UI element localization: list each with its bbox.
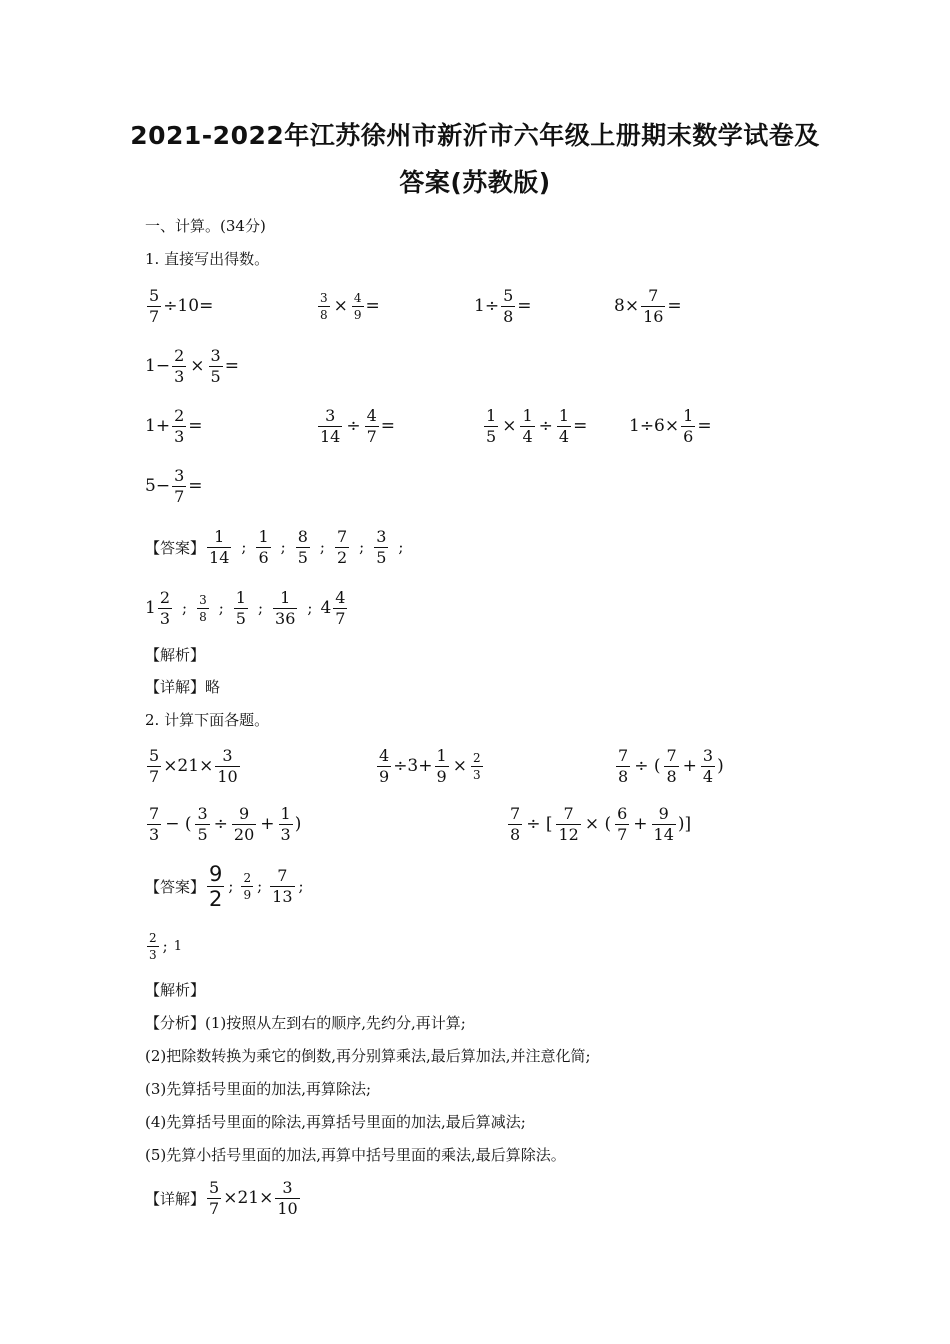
numerator: 6: [617, 803, 628, 823]
fraction: [215, 747, 239, 786]
math-text: )]: [677, 814, 692, 834]
fraction: [207, 1179, 221, 1218]
text-span: (1)按照从左到右的顺序,先约分,再计算;: [205, 1014, 466, 1032]
fraction: [296, 528, 310, 567]
numerator: 7: [563, 803, 574, 823]
math-text: ): [294, 814, 302, 834]
q2-expr-2: [375, 740, 485, 792]
numerator: 7: [510, 803, 521, 823]
math-text: ×: [190, 356, 205, 376]
final-detail: [145, 1172, 302, 1224]
answer-label: 【答案】: [145, 538, 206, 557]
numerator: 1: [436, 745, 447, 765]
denominator: 14: [209, 547, 230, 567]
math-text: =: [380, 416, 396, 436]
fraction: [147, 931, 159, 962]
math-text: =: [188, 416, 203, 436]
analysis-step-4: (4)先算括号里面的除法,再算括号里面的加法,最后算减法;: [145, 1113, 526, 1131]
math-text: ÷: [538, 416, 553, 436]
text-span: 【分析】: [145, 1014, 206, 1032]
denominator: 7: [366, 426, 377, 446]
denominator: 6: [683, 426, 694, 446]
math-text: ÷ [: [526, 814, 553, 834]
numerator: 2: [472, 750, 481, 765]
math-text: ;: [307, 599, 313, 617]
fraction: [520, 407, 534, 446]
q1-expr-5: [145, 340, 239, 392]
numerator: 8: [297, 526, 308, 546]
math-text: =: [667, 296, 682, 316]
denominator: 3: [159, 608, 171, 628]
denominator: 7: [174, 486, 185, 506]
denominator: 8: [618, 766, 629, 786]
math-text: ÷10=: [163, 296, 214, 316]
text-span: 【详解】: [145, 678, 206, 696]
numerator: 1: [486, 405, 497, 425]
denominator: 7: [335, 608, 346, 628]
fraction: [335, 528, 349, 567]
numerator: 3: [174, 465, 185, 485]
numerator: 7: [666, 745, 677, 765]
denominator: 5: [376, 547, 387, 567]
math-text: ×: [452, 756, 467, 776]
fraction: [374, 528, 388, 567]
math-text: ;: [218, 599, 224, 617]
math-text: 1÷6×: [629, 416, 680, 436]
math-text: 1: [173, 938, 182, 954]
numerator: 7: [336, 526, 348, 546]
fraction: [556, 805, 580, 844]
q2-answers-row2: [145, 920, 182, 972]
q2-answers-row1: [145, 860, 306, 912]
fraction: [241, 871, 253, 902]
math-text: ;: [298, 877, 304, 895]
numerator: 1: [235, 587, 246, 607]
denominator: 36: [275, 608, 296, 628]
math-text: ÷: [213, 814, 228, 834]
fraction: [270, 867, 294, 906]
denominator: 16: [643, 306, 664, 326]
numerator: 5: [149, 285, 160, 305]
numerator: 3: [222, 745, 233, 765]
analysis-step-3: (3)先算括号里面的加法,再算除法;: [145, 1080, 372, 1098]
denominator: 3: [472, 767, 481, 782]
fraction: [333, 589, 347, 628]
numerator: 1: [558, 405, 570, 425]
fraction: [484, 407, 498, 446]
numerator: 7: [149, 803, 160, 823]
math-text: =: [697, 416, 712, 436]
numerator: 9: [209, 861, 223, 886]
numerator: 1: [258, 526, 269, 546]
math-text: 5−: [145, 476, 171, 496]
numerator: 2: [159, 587, 171, 607]
analysis-label-2: 【解析】: [145, 981, 206, 999]
denominator: 7: [209, 1198, 220, 1218]
fraction: [701, 747, 715, 786]
q1-expr-7: [316, 400, 395, 452]
numerator: 1: [683, 405, 694, 425]
denominator: 9: [379, 766, 390, 786]
fraction: [318, 407, 342, 446]
denominator: 2: [209, 886, 223, 911]
denominator: 14: [320, 426, 341, 446]
analysis-label: 【解析】: [145, 646, 206, 664]
fraction: [352, 291, 364, 322]
detail-line: [145, 677, 220, 697]
text-span: 略: [205, 678, 221, 696]
denominator: 13: [272, 886, 293, 906]
question-1-heading: 1. 直接写出得数。: [145, 250, 270, 268]
math-text: ;: [182, 599, 188, 617]
denominator: 6: [258, 547, 269, 567]
numerator: 1: [280, 587, 291, 607]
q1-expr-1: [145, 280, 213, 332]
fraction: [207, 528, 231, 567]
denominator: 7: [149, 766, 160, 786]
math-text: ;: [319, 538, 325, 556]
denominator: 4: [558, 426, 570, 446]
numerator: 2: [149, 930, 157, 945]
math-text: ;: [359, 538, 365, 556]
numerator: 3: [210, 345, 221, 365]
fraction: [435, 747, 449, 786]
doc-title-line2: 答案(苏教版): [399, 168, 551, 197]
q1-answers-row1: [145, 521, 411, 573]
math-text: ;: [398, 538, 404, 556]
numerator: 2: [174, 405, 185, 425]
math-text: ;: [241, 538, 247, 556]
numerator: 7: [618, 745, 629, 765]
numerator: 1: [214, 526, 225, 546]
math-text: 4: [320, 598, 332, 618]
fraction: [158, 589, 172, 628]
denominator: 10: [217, 766, 238, 786]
fraction: [508, 805, 522, 844]
denominator: 10: [277, 1198, 298, 1218]
q1-expr-8: [482, 400, 587, 452]
fraction: [195, 805, 209, 844]
math-text: ÷ (: [634, 756, 661, 776]
question-2-heading: 2. 计算下面各题。: [145, 711, 270, 729]
denominator: 7: [149, 306, 160, 326]
math-text: × (: [584, 814, 612, 834]
q1-expr-2: [316, 280, 380, 332]
denominator: 8: [199, 609, 207, 624]
denominator: 5: [297, 547, 308, 567]
math-text: 1+: [145, 416, 171, 436]
math-text: 【详解】: [145, 1189, 206, 1208]
denominator: 5: [210, 366, 221, 386]
fraction: [172, 467, 186, 506]
math-text: ;: [280, 538, 286, 556]
math-text: +: [682, 756, 697, 776]
fraction: [147, 287, 161, 326]
math-text: 1−: [145, 356, 171, 376]
denominator: 14: [653, 824, 674, 844]
denominator: 5: [197, 824, 208, 844]
q1-answers-row2: [145, 582, 349, 634]
fraction: [147, 805, 161, 844]
math-text: =: [573, 416, 588, 436]
numerator: 5: [503, 285, 514, 305]
fraction: [256, 528, 270, 567]
denominator: 3: [280, 824, 291, 844]
fraction: [279, 805, 293, 844]
q1-expr-9: [629, 400, 712, 452]
math-text: =: [517, 296, 532, 316]
math-text: 1÷: [474, 296, 500, 316]
q2-expr-1: [145, 740, 242, 792]
analysis-step-1: [145, 1013, 466, 1033]
math-text: ×21×: [223, 1188, 274, 1208]
math-text: ×: [333, 296, 348, 316]
numerator: 7: [277, 865, 288, 885]
numerator: 2: [243, 870, 252, 885]
numerator: 7: [648, 285, 659, 305]
fraction: [172, 347, 186, 386]
answer-label: 【答案】: [145, 877, 206, 896]
fraction: [172, 407, 186, 446]
math-text: ×21×: [163, 756, 214, 776]
numerator: 3: [320, 290, 328, 305]
denominator: 9: [353, 307, 362, 322]
fraction: [641, 287, 665, 326]
math-text: =: [224, 356, 239, 376]
fraction: [147, 747, 161, 786]
fraction: [501, 287, 515, 326]
numerator: 4: [379, 745, 390, 765]
math-text: 8×: [614, 296, 640, 316]
math-text: ÷3+: [393, 756, 433, 776]
fraction: [652, 805, 676, 844]
numerator: 9: [658, 803, 669, 823]
denominator: 3: [174, 426, 185, 446]
numerator: 3: [282, 1177, 293, 1197]
fraction: [197, 593, 209, 624]
fraction: [318, 291, 330, 322]
q1-expr-10: [145, 460, 203, 512]
denominator: 8: [320, 307, 328, 322]
math-text: 1: [145, 598, 156, 618]
numerator: 1: [280, 803, 291, 823]
math-text: ;: [228, 877, 234, 895]
fraction: [664, 747, 678, 786]
denominator: 8: [503, 306, 514, 326]
denominator: 3: [174, 366, 185, 386]
numerator: 3: [199, 592, 207, 607]
math-text: +: [260, 814, 275, 834]
math-text: ;: [162, 937, 168, 955]
analysis-step-2: (2)把除数转换为乘它的倒数,再分别算乘法,最后算加法,并注意化简;: [145, 1047, 591, 1065]
denominator: 4: [702, 766, 714, 786]
denominator: 3: [149, 947, 157, 962]
numerator: 3: [376, 526, 387, 546]
fraction: [681, 407, 695, 446]
q1-expr-3: [474, 280, 532, 332]
math-text: ;: [257, 599, 264, 617]
math-text: − (: [165, 814, 192, 834]
denominator: 20: [233, 824, 255, 844]
fraction: [557, 407, 571, 446]
denominator: 9: [243, 887, 252, 902]
fraction: [471, 751, 483, 782]
denominator: 4: [522, 426, 533, 446]
fraction: [207, 863, 224, 910]
numerator: 3: [197, 803, 208, 823]
math-text: ;: [257, 877, 263, 895]
denominator: 8: [666, 766, 677, 786]
fraction: [232, 805, 256, 844]
denominator: 12: [558, 824, 579, 844]
numerator: 4: [353, 290, 362, 305]
math-text: ÷: [346, 416, 361, 436]
fraction: [365, 407, 379, 446]
math-text: =: [365, 296, 380, 316]
math-text: ): [717, 756, 724, 776]
denominator: 5: [486, 426, 497, 446]
q2-expr-4: [145, 798, 301, 850]
numerator: 1: [522, 405, 533, 425]
math-text: =: [188, 476, 203, 496]
fraction: [615, 805, 629, 844]
denominator: 9: [436, 766, 447, 786]
numerator: 3: [325, 405, 336, 425]
q2-expr-3: [614, 740, 724, 792]
fraction: [377, 747, 391, 786]
denominator: 8: [510, 824, 521, 844]
fraction: [273, 589, 297, 628]
numerator: 5: [209, 1177, 220, 1197]
q1-expr-6: [145, 400, 203, 452]
section-heading: 一、计算。(34分): [145, 217, 266, 235]
fraction: [275, 1179, 299, 1218]
denominator: 5: [235, 608, 246, 628]
numerator: 5: [149, 745, 160, 765]
numerator: 2: [174, 345, 185, 365]
numerator: 4: [335, 587, 346, 607]
q1-expr-4: [614, 280, 682, 332]
denominator: 2: [336, 547, 348, 567]
math-text: ×: [502, 416, 517, 436]
analysis-step-5: (5)先算小括号里面的加法,再算中括号里面的乘法,最后算除法。: [145, 1146, 566, 1164]
numerator: 4: [366, 405, 377, 425]
fraction: [234, 589, 248, 628]
denominator: 7: [617, 824, 628, 844]
q2-expr-5: [506, 798, 691, 850]
numerator: 9: [238, 803, 250, 823]
fraction: [209, 347, 223, 386]
math-text: +: [633, 814, 648, 834]
doc-title-line1: 2021-2022年江苏徐州市新沂市六年级上册期末数学试卷及: [130, 121, 820, 150]
numerator: 3: [702, 745, 714, 765]
denominator: 3: [149, 824, 160, 844]
fraction: [616, 747, 630, 786]
